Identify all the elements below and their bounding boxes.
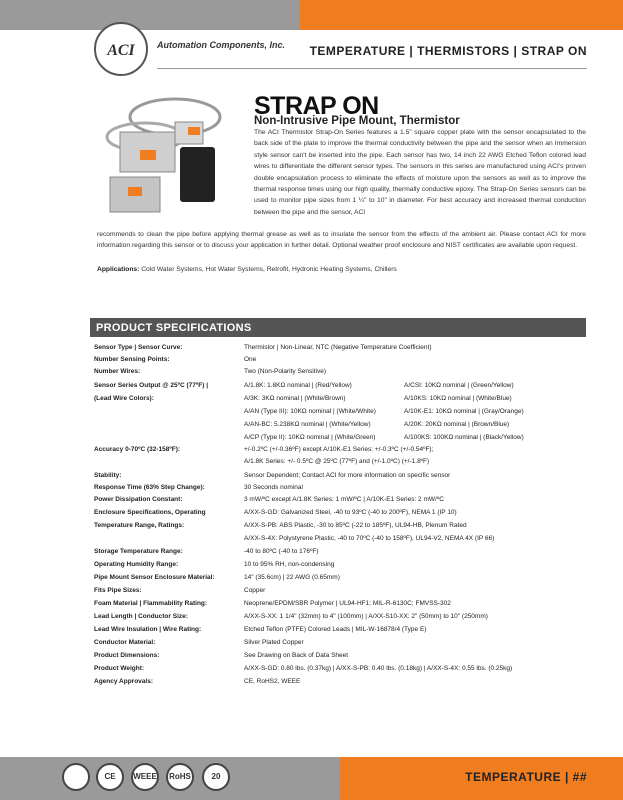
spec-value: Silver Plated Copper	[244, 639, 304, 646]
category-breadcrumb: TEMPERATURE | THERMISTORS | STRAP ON	[309, 44, 587, 58]
top-bar-accent	[300, 0, 623, 30]
spec-value: A/XX-S-XX: 1 1/4" (32mm) to 4" (100mm) | A/XX-S10-XX: 2" (50mm) to 10" (250mm)	[244, 613, 488, 620]
spec-value: Thermistor | Non-Linear, NTC (Negative Temperature Coefficient)	[244, 344, 432, 351]
output-cell: A/CP (Type II): 10KΩ nominal | (White/Green)	[244, 434, 376, 441]
spec-label: Number Wires:	[94, 368, 141, 375]
company-name: Automation Components, Inc.	[157, 40, 285, 50]
spec-value: A/1.8K Series: +/- 0.5ºC @ 25ºC (77ºF) and (+/-1.0ºC) (+/-1.8ºF)	[244, 458, 430, 465]
output-cell: A/10K-E1: 10KΩ nominal | (Gray/Orange)	[404, 408, 524, 415]
spec-label: Operating Humidity Range:	[94, 561, 179, 568]
rohs-badge: RoHS	[166, 763, 194, 791]
spec-label: Product Weight:	[94, 665, 145, 672]
output-cell: A/AN-BC: 5.238KΩ nominal | (White/Yellow)	[244, 421, 371, 428]
output-cell: A/20K: 20KΩ nominal | (Brown/Blue)	[404, 421, 510, 428]
logo-text: ACI	[107, 42, 135, 59]
spec-value: Copper	[244, 587, 266, 594]
footer-text: TEMPERATURE | ##	[465, 770, 587, 784]
spec-value: 30 Seconds nominal	[244, 484, 303, 491]
top-bar	[0, 0, 623, 30]
spec-label: Sensor Type | Sensor Curve:	[94, 344, 183, 351]
spec-label-leads: (Lead Wire Colors):	[94, 395, 154, 402]
specs-title: PRODUCT SPECIFICATIONS	[96, 322, 252, 334]
spec-value: -40 to 80ºC (-40 to 176ºF)	[244, 548, 319, 555]
product-subtitle: Non-Intrusive Pipe Mount, Thermistor	[254, 115, 460, 127]
spec-value: 10 to 95% RH, non-condensing	[244, 561, 335, 568]
spec-label: Number Sensing Points:	[94, 356, 170, 363]
spec-value: 3 mW/ºC except A/1.8K Series: 1 mW/ºC | A/10K-E1 Series: 2 mW/ºC	[244, 496, 444, 503]
output-cell: A/3K: 3KΩ nominal | (White/Brown)	[244, 395, 346, 402]
spec-label: Lead Length | Conductor Size:	[94, 613, 188, 620]
output-cell: A/AN (Type III): 10KΩ nominal | (White/White)	[244, 408, 376, 415]
spec-label: Sensor Series Output @ 25ºC (77ºF) |	[94, 382, 209, 389]
spec-label: Stability:	[94, 472, 122, 479]
spec-value: A/XX-S-4X: Polystyrene Plastic, -40 to 70ºC (-40 to 158ºF), UL94-V2, NEMA 4X (IP 66)	[244, 535, 495, 542]
spec-value: CE, RoHS2, WEEE	[244, 678, 301, 685]
output-cell: A/100KS: 100KΩ nominal | (Black/Yellow)	[404, 434, 524, 441]
spec-value: Sensor Dependent; Contact ACI for more information on specific sensor	[244, 472, 451, 479]
spec-value: Neoprene/EPDM/SBR Polymer | UL94-HF1; MIL-R-6130C; FMVSS-302	[244, 600, 451, 607]
description-top: The ACI Thermistor Strap-On Series features a 1.5" square copper plate with the sensor encapsulated to the back side of the plate to improve the thermal conductivity between the pipe and the sensor when an Immersion style sensor can't be inserted into the pipe. Each sensor has two, 14 inch 22 AWG Etched Teflon colored lead wires to differentiate the different sensor types. The sensors in this series are manufactured using ACI's proven double encapsulation process to eliminate the effects of moisture upon the sensors as well as to improve the thermal response times using our high quality, thermally conductive epoxy. The Strap-On Series sensors can be used to monitor pipe sizes from 1 ¼" to 10" in diameter. For best accuracy and increased thermal conduction between the pipe and the sensor, ACI	[254, 129, 586, 216]
header-divider	[157, 68, 587, 69]
spec-label: Agency Approvals:	[94, 678, 153, 685]
applications	[97, 266, 397, 273]
applications-value: Cold Water Systems, Hot Water Systems, Retrofit, Hydronic Heating Systems, Chillers	[141, 266, 397, 273]
spec-label: Storage Temperature Range:	[94, 548, 183, 555]
spec-value: A/XX-S-GD: 0.80 lbs. (0.37kg) | A/XX-S-PB: 0.40 lbs. (0.18kg) | A/XX-S-4X: 0.55 lbs. (0.25kg)	[244, 665, 513, 672]
specs-header	[90, 318, 586, 337]
spec-value: See Drawing on Back of Data Sheet	[244, 652, 349, 659]
spec-value: One	[244, 356, 257, 363]
weee-badge: WEEE	[131, 763, 159, 791]
spec-value: 14" (35.6cm) | 22 AWG (0.65mm)	[244, 574, 340, 581]
spec-label: Product Dimensions:	[94, 652, 160, 659]
usa-seal-icon	[62, 763, 90, 791]
spec-value: A/XX-S-GD: Galvanized Steel, -40 to 93ºC (-40 to 200ºF), NEMA 1 (IP 10)	[244, 509, 457, 516]
spec-label: Foam Material | Flammability Rating:	[94, 600, 208, 607]
description-bottom: recommends to clean the pipe before applying thermal grease as well as to insulate the sensor from the effects of the ambient air. Please contact ACI for more information regarding this sensor or to discuss your application in further detail. Optional weather proof enclosure and NIST certificates are available upon request.	[97, 231, 586, 250]
warranty-badge: 20	[202, 763, 230, 791]
applications-label: Applications:	[97, 266, 140, 273]
output-cell: A/10KS: 10KΩ nominal | (White/Blue)	[404, 395, 512, 402]
spec-value: +/-0.2ºC (+/-0.36ºF) except A/10K-E1 Series: +/-0.3ºC (+/-0.54ºF);	[244, 446, 434, 453]
spec-label: Accuracy 0-70ºC (32-158ºF):	[94, 446, 181, 453]
spec-label: Enclosure Specifications, Operating	[94, 509, 206, 516]
product-image	[100, 92, 235, 224]
spec-label: Conductor Material:	[94, 639, 156, 646]
spec-label: Power Dissipation Constant:	[94, 496, 183, 503]
spec-value: Etched Teflon (PTFE) Colored Leads | MIL-W-16878/4 (Type E)	[244, 626, 427, 633]
output-cell: A/CSI: 10KΩ nominal | (Green/Yellow)	[404, 382, 514, 389]
spec-label: Response Time (63% Step Change):	[94, 484, 205, 491]
product-title: STRAP ON	[254, 92, 379, 120]
ce-badge: CE	[96, 763, 124, 791]
spec-label: Pipe Mount Sensor Enclosure Material:	[94, 574, 215, 581]
spec-value: Two (Non-Polarity Sensitive)	[244, 368, 326, 375]
output-cell: A/1.8K: 1.8KΩ nominal | (Red/Yellow)	[244, 382, 352, 389]
spec-value: A/XX-S-PB: ABS Plastic, -30 to 85ºC (-22 to 185ºF), UL94-HB, Plenum Rated	[244, 522, 467, 529]
spec-label: Temperature Range, Ratings:	[94, 522, 185, 529]
spec-label: Lead Wire Insulation | Wire Rating:	[94, 626, 202, 633]
aci-logo	[94, 22, 148, 76]
spec-label: Fits Pipe Sizes:	[94, 587, 142, 594]
